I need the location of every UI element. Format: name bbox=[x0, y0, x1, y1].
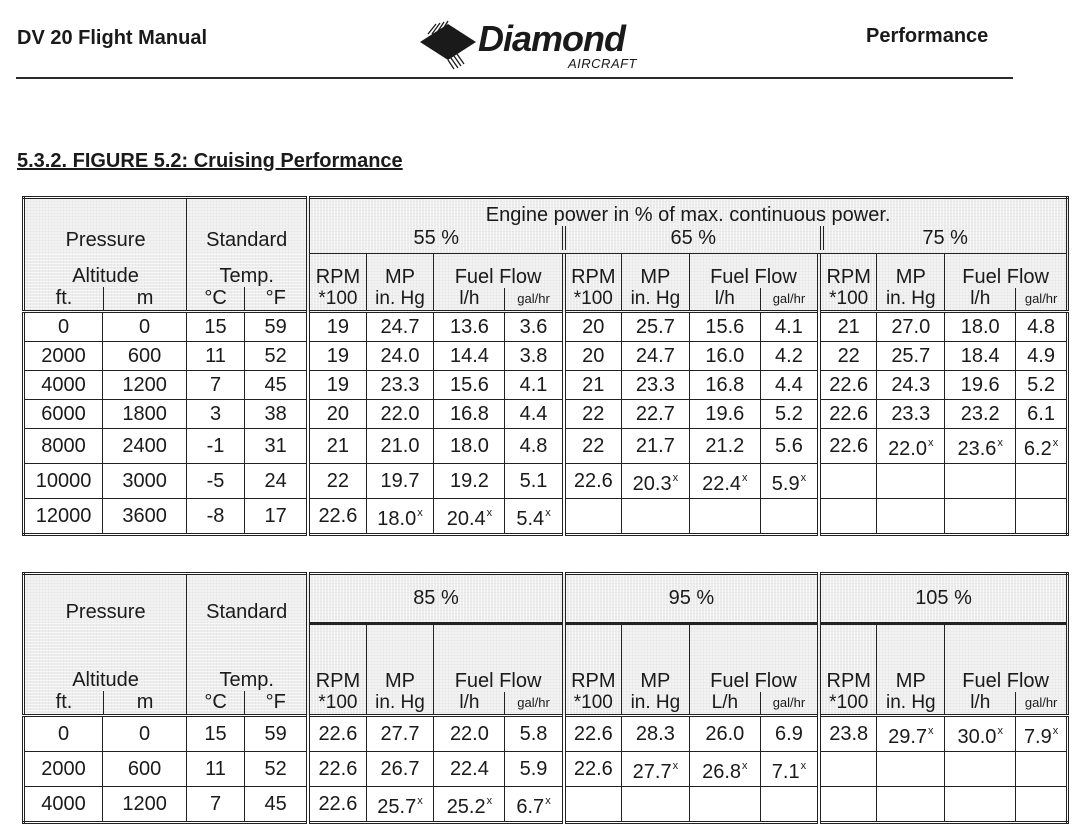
fuel-lh-cell bbox=[945, 499, 1016, 535]
fuel-lh-cell: 22.4 bbox=[434, 751, 505, 786]
temp-f-cell: 17 bbox=[244, 499, 308, 535]
fuel-galhr-cell: 4.1 bbox=[760, 312, 819, 342]
altitude-ft-cell: 0 bbox=[24, 312, 103, 342]
mp-cell: 20.3$^x$ bbox=[621, 464, 689, 499]
temp-c-cell: 11 bbox=[187, 342, 245, 371]
rpm-cell: 21 bbox=[564, 371, 622, 400]
rpm-cell: 21 bbox=[819, 312, 877, 342]
diamond-logo-icon bbox=[418, 20, 480, 70]
mp-cell: 29.7$^x$ bbox=[877, 715, 945, 751]
rpm-header: RPM *100 bbox=[819, 254, 877, 312]
mp-cell: 23.3 bbox=[621, 371, 689, 400]
altitude-ft-cell: 0 bbox=[24, 715, 103, 751]
rpm-cell: 22 bbox=[819, 342, 877, 371]
mp-header: MP in. Hg bbox=[366, 623, 434, 715]
mp-cell: 23.3 bbox=[366, 371, 434, 400]
rpm-cell: 22.6 bbox=[308, 715, 366, 751]
fuel-lh-cell: 15.6 bbox=[689, 312, 760, 342]
fuel-lh-cell: 19.2 bbox=[434, 464, 505, 499]
altitude-m-cell: 600 bbox=[103, 751, 187, 786]
fuel-lh-cell: 23.2 bbox=[945, 400, 1016, 429]
fuel-galhr-cell bbox=[760, 786, 819, 822]
rpm-cell bbox=[819, 786, 877, 822]
fuel-lh-cell: 18.0 bbox=[434, 429, 505, 464]
power-95: 95 % bbox=[564, 574, 819, 624]
fuel-lh-cell: 26.0 bbox=[689, 715, 760, 751]
rpm-cell: 22 bbox=[564, 400, 622, 429]
standard-header: Standard bbox=[187, 198, 309, 254]
fuel-galhr-cell: 5.9 bbox=[505, 751, 564, 786]
temp-f-cell: 24 bbox=[244, 464, 308, 499]
altitude-ft-cell: 8000 bbox=[24, 429, 103, 464]
power-65: 65 % bbox=[562, 226, 820, 250]
rpm-cell: 22 bbox=[564, 429, 622, 464]
rpm-cell bbox=[819, 751, 877, 786]
fuel-flow-header: Fuel Flow l/h gal/hr bbox=[945, 623, 1068, 715]
rpm-cell bbox=[564, 499, 622, 535]
cruise-performance-table-1 bbox=[22, 196, 1069, 536]
temp-c-cell: -1 bbox=[187, 429, 245, 464]
rpm-cell: 22.6 bbox=[819, 371, 877, 400]
rpm-cell: 22.6 bbox=[564, 751, 622, 786]
rpm-cell: 22.6 bbox=[564, 464, 622, 499]
header-divider bbox=[16, 77, 1013, 79]
rpm-cell: 22.6 bbox=[308, 499, 366, 535]
rpm-cell: 20 bbox=[564, 312, 622, 342]
mp-cell: 23.3 bbox=[877, 400, 945, 429]
mp-cell: 24.3 bbox=[877, 371, 945, 400]
altitude-m-cell: 0 bbox=[103, 715, 187, 751]
temp-c-cell: 15 bbox=[187, 715, 245, 751]
fuel-galhr-cell: 5.1 bbox=[505, 464, 564, 499]
mp-cell: 18.0$^x$ bbox=[366, 499, 434, 535]
altitude-ft-cell: 10000 bbox=[24, 464, 103, 499]
fuel-galhr-cell: 4.4 bbox=[760, 371, 819, 400]
cruise-performance-table-2 bbox=[22, 572, 1069, 824]
logo-subtitle: AIRCRAFT bbox=[568, 56, 637, 71]
fuel-galhr-cell: 3.6 bbox=[505, 312, 564, 342]
fuel-galhr-cell: 6.1 bbox=[1016, 400, 1068, 429]
altitude-m-cell: 3000 bbox=[103, 464, 187, 499]
mp-header: MP in. Hg bbox=[877, 623, 945, 715]
altitude-m-cell: 2400 bbox=[103, 429, 187, 464]
table-row bbox=[24, 312, 1068, 342]
fuel-lh-cell: 23.6$^x$ bbox=[945, 429, 1016, 464]
fuel-flow-header: Fuel Flow l/h gal/hr bbox=[945, 254, 1068, 312]
temp-c-cell: 11 bbox=[187, 751, 245, 786]
fuel-lh-cell: 15.6 bbox=[434, 371, 505, 400]
mp-cell bbox=[877, 751, 945, 786]
fuel-lh-cell: 18.0 bbox=[945, 312, 1016, 342]
fuel-galhr-cell: 5.9$^x$ bbox=[760, 464, 819, 499]
section-title: Performance bbox=[866, 25, 989, 47]
fuel-galhr-cell bbox=[1016, 499, 1068, 535]
rpm-cell: 20 bbox=[564, 342, 622, 371]
power-55: 55 % bbox=[413, 227, 460, 249]
subheader-row: Altitude ft. m Temp. °C °F RPM *100 MP in. Hg Fuel Flow l/h gal/hr RPM *100 MP in. Hg Fuel Flow l/h gal/hr RPM *100 MP in. Hg Fuel Flow l/h gal/hr bbox=[24, 254, 1068, 312]
fuel-galhr-cell: 4.2 bbox=[760, 342, 819, 371]
temp-c-cell: -5 bbox=[187, 464, 245, 499]
fuel-lh-cell: 16.0 bbox=[689, 342, 760, 371]
fuel-lh-cell: 26.8$^x$ bbox=[689, 751, 760, 786]
power-85: 85 % bbox=[308, 574, 563, 624]
mp-cell: 26.7 bbox=[366, 751, 434, 786]
fuel-galhr-cell: 6.9 bbox=[760, 715, 819, 751]
fuel-lh-cell: 21.2 bbox=[689, 429, 760, 464]
rpm-header: RPM *100 bbox=[819, 623, 877, 715]
rpm-cell: 22.6 bbox=[819, 400, 877, 429]
fuel-galhr-cell: 4.4 bbox=[505, 400, 564, 429]
fuel-galhr-cell: 4.9 bbox=[1016, 342, 1068, 371]
mp-header: MP in. Hg bbox=[366, 254, 434, 312]
mp-header: MP in. Hg bbox=[621, 254, 689, 312]
fuel-lh-cell: 19.6 bbox=[689, 400, 760, 429]
mp-cell: 21.7 bbox=[621, 429, 689, 464]
fuel-lh-cell: 13.6 bbox=[434, 312, 505, 342]
mp-cell: 28.3 bbox=[621, 715, 689, 751]
rpm-cell: 19 bbox=[308, 342, 366, 371]
temp-f-cell: 59 bbox=[244, 312, 308, 342]
mp-cell: 24.7 bbox=[366, 312, 434, 342]
fuel-galhr-cell: 5.4$^x$ bbox=[505, 499, 564, 535]
mp-cell: 27.7$^x$ bbox=[621, 751, 689, 786]
fuel-lh-cell: 25.2$^x$ bbox=[434, 786, 505, 822]
fuel-flow-header: Fuel Flow l/h gal/hr bbox=[434, 254, 564, 312]
fuel-lh-cell: 16.8 bbox=[689, 371, 760, 400]
mp-cell: 24.0 bbox=[366, 342, 434, 371]
table-row bbox=[24, 371, 1068, 400]
fuel-lh-cell: 22.4$^x$ bbox=[689, 464, 760, 499]
rpm-header: RPM *100 bbox=[564, 254, 622, 312]
rpm-header: RPM *100 bbox=[308, 254, 366, 312]
mp-cell: 25.7 bbox=[877, 342, 945, 371]
fuel-galhr-cell: 4.1 bbox=[505, 371, 564, 400]
rpm-cell: 20 bbox=[308, 400, 366, 429]
mp-cell: 22.7 bbox=[621, 400, 689, 429]
rpm-cell: 21 bbox=[308, 429, 366, 464]
fuel-lh-cell: 22.0 bbox=[434, 715, 505, 751]
temp-f-cell: 45 bbox=[244, 371, 308, 400]
altitude-m-cell: 1200 bbox=[103, 371, 187, 400]
mp-cell bbox=[877, 499, 945, 535]
mp-cell: 21.0 bbox=[366, 429, 434, 464]
table-row bbox=[24, 400, 1068, 429]
manual-title: DV 20 Flight Manual bbox=[17, 27, 208, 49]
rpm-header: RPM *100 bbox=[564, 623, 622, 715]
fuel-galhr-cell bbox=[1016, 464, 1068, 499]
temp-c-cell: -8 bbox=[187, 499, 245, 535]
rpm-cell: 22.6 bbox=[819, 429, 877, 464]
mp-cell bbox=[877, 786, 945, 822]
standard-header: Standard bbox=[187, 574, 309, 624]
rpm-cell: 22.6 bbox=[308, 751, 366, 786]
subheader-row: Altitude ft. m Temp. °C °F RPM *100 MP in. Hg Fuel Flow l/h gal/hr RPM *100 MP in. Hg Fuel Flow L/h gal/hr RPM *100 MP in. Hg Fuel Flow l/h gal/hr bbox=[24, 623, 1068, 715]
fuel-galhr-cell: 4.8 bbox=[505, 429, 564, 464]
table-row bbox=[24, 499, 1068, 535]
fuel-lh-cell: 30.0$^x$ bbox=[945, 715, 1016, 751]
mp-cell: 27.0 bbox=[877, 312, 945, 342]
fuel-galhr-cell: 7.9$^x$ bbox=[1016, 715, 1068, 751]
fuel-galhr-cell: 5.2 bbox=[760, 400, 819, 429]
mp-header: MP in. Hg bbox=[877, 254, 945, 312]
rpm-cell: 23.8 bbox=[819, 715, 877, 751]
mp-cell bbox=[877, 464, 945, 499]
fuel-flow-header: Fuel Flow l/h gal/hr bbox=[689, 254, 819, 312]
mp-cell: 22.0$^x$ bbox=[877, 429, 945, 464]
rpm-cell: 22.6 bbox=[308, 786, 366, 822]
fuel-lh-cell bbox=[689, 786, 760, 822]
temp-c-cell: 7 bbox=[187, 786, 245, 822]
altitude-m-cell: 3600 bbox=[103, 499, 187, 535]
altitude-ft-cell: 2000 bbox=[24, 751, 103, 786]
fuel-lh-cell: 18.4 bbox=[945, 342, 1016, 371]
altitude-m-cell: 0 bbox=[103, 312, 187, 342]
rpm-cell bbox=[819, 499, 877, 535]
fuel-lh-cell: 20.4$^x$ bbox=[434, 499, 505, 535]
table-row bbox=[24, 715, 1068, 751]
fuel-galhr-cell: 6.7$^x$ bbox=[505, 786, 564, 822]
table-row bbox=[24, 342, 1068, 371]
altitude-m-cell: 1800 bbox=[103, 400, 187, 429]
fuel-galhr-cell bbox=[760, 499, 819, 535]
engine-power-caption: Engine power in % of max. continuous power. bbox=[485, 204, 891, 226]
temp-f-cell: 52 bbox=[244, 342, 308, 371]
temp-c-cell: 7 bbox=[187, 371, 245, 400]
temp-f-cell: 52 bbox=[244, 751, 308, 786]
table-row bbox=[24, 464, 1068, 499]
temp-f-cell: 59 bbox=[244, 715, 308, 751]
rpm-cell: 22 bbox=[308, 464, 366, 499]
temp-f-cell: 45 bbox=[244, 786, 308, 822]
mp-cell bbox=[621, 786, 689, 822]
temp-c-cell: 3 bbox=[187, 400, 245, 429]
fuel-lh-cell bbox=[945, 464, 1016, 499]
fuel-galhr-cell: 4.8 bbox=[1016, 312, 1068, 342]
mp-cell: 24.7 bbox=[621, 342, 689, 371]
fuel-galhr-cell: 5.6 bbox=[760, 429, 819, 464]
engine-power-header bbox=[308, 198, 1067, 254]
pressure-header: Pressure bbox=[24, 198, 187, 254]
logo-wordmark: Diamond bbox=[478, 18, 626, 59]
altitude-ft-cell: 6000 bbox=[24, 400, 103, 429]
rpm-header: RPM *100 bbox=[308, 623, 366, 715]
mp-cell: 25.7 bbox=[621, 312, 689, 342]
fuel-lh-cell: 19.6 bbox=[945, 371, 1016, 400]
mp-cell: 19.7 bbox=[366, 464, 434, 499]
power-75: 75 % bbox=[820, 226, 1066, 250]
fuel-galhr-cell: 5.2 bbox=[1016, 371, 1068, 400]
fuel-galhr-cell bbox=[1016, 786, 1068, 822]
altitude-ft-cell: 2000 bbox=[24, 342, 103, 371]
fuel-galhr-cell: 6.2$^x$ bbox=[1016, 429, 1068, 464]
mp-cell bbox=[621, 499, 689, 535]
rpm-cell bbox=[564, 786, 622, 822]
mp-cell: 27.7 bbox=[366, 715, 434, 751]
fuel-lh-cell bbox=[945, 786, 1016, 822]
table-row bbox=[24, 429, 1068, 464]
fuel-flow-header: Fuel Flow l/h gal/hr bbox=[434, 623, 564, 715]
power-105: 105 % bbox=[819, 574, 1067, 624]
altitude-ft-cell: 4000 bbox=[24, 371, 103, 400]
mp-cell: 22.0 bbox=[366, 400, 434, 429]
mp-header: MP in. Hg bbox=[621, 623, 689, 715]
table-row bbox=[24, 751, 1068, 786]
fuel-galhr-cell bbox=[1016, 751, 1068, 786]
fuel-flow-header: Fuel Flow L/h gal/hr bbox=[689, 623, 819, 715]
diamond-aircraft-logo bbox=[418, 18, 663, 74]
rpm-cell: 19 bbox=[308, 312, 366, 342]
fuel-galhr-cell: 3.8 bbox=[505, 342, 564, 371]
mp-cell: 25.7$^x$ bbox=[366, 786, 434, 822]
rpm-cell: 19 bbox=[308, 371, 366, 400]
fuel-lh-cell bbox=[689, 499, 760, 535]
temp-f-cell: 31 bbox=[244, 429, 308, 464]
fuel-lh-cell: 16.8 bbox=[434, 400, 505, 429]
pressure-header: Pressure bbox=[24, 574, 187, 624]
altitude-m-cell: 1200 bbox=[103, 786, 187, 822]
altitude-ft-cell: 12000 bbox=[24, 499, 103, 535]
rpm-cell bbox=[819, 464, 877, 499]
fuel-galhr-cell: 7.1$^x$ bbox=[760, 751, 819, 786]
fuel-galhr-cell: 5.8 bbox=[505, 715, 564, 751]
temp-c-cell: 15 bbox=[187, 312, 245, 342]
fuel-lh-cell: 14.4 bbox=[434, 342, 505, 371]
temp-f-cell: 38 bbox=[244, 400, 308, 429]
altitude-m-cell: 600 bbox=[103, 342, 187, 371]
rpm-cell: 22.6 bbox=[564, 715, 622, 751]
altitude-ft-cell: 4000 bbox=[24, 786, 103, 822]
table-row bbox=[24, 786, 1068, 822]
figure-title: 5.3.2. FIGURE 5.2: Cruising Performance bbox=[17, 150, 403, 172]
fuel-lh-cell bbox=[945, 751, 1016, 786]
